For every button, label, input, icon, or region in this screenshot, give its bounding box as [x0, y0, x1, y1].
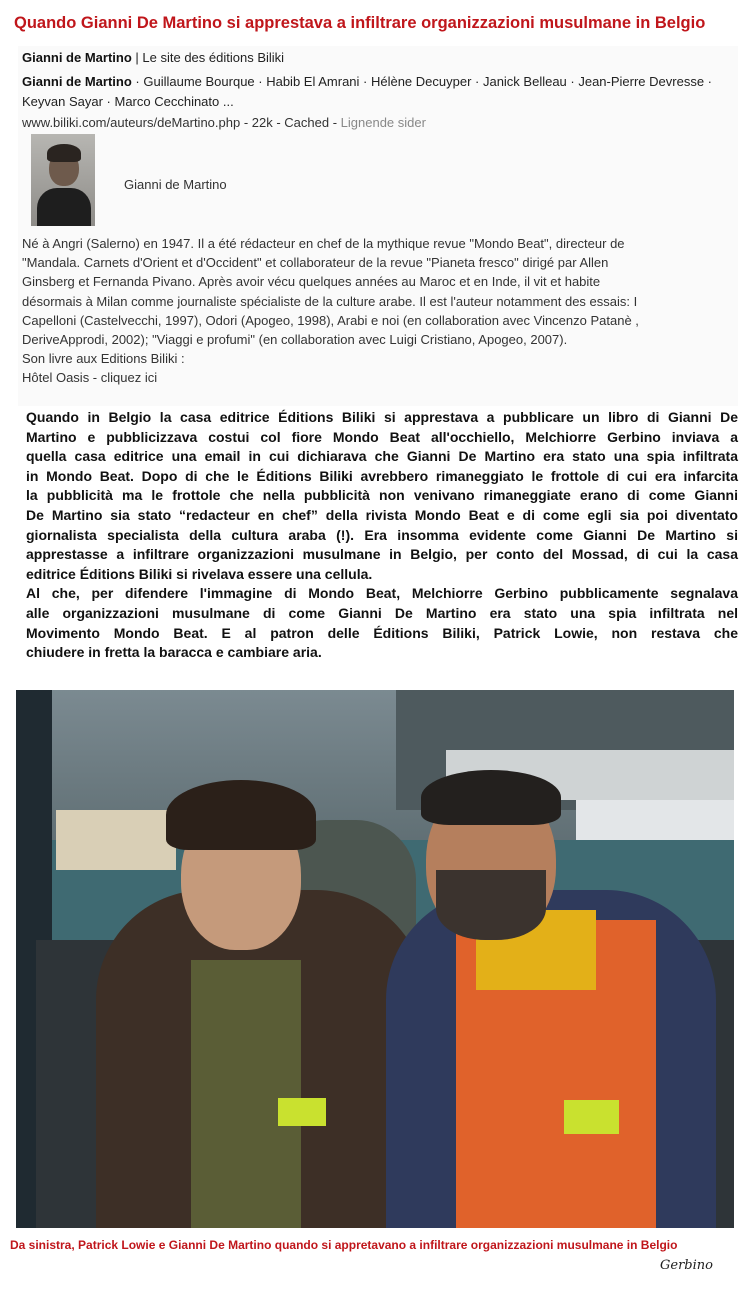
authors-lead: Gianni de Martino [22, 74, 132, 89]
author-portrait-image [31, 134, 95, 226]
article-line: in Mondo Beat. Dopo di che le Éditions Biliki avrebbero rimaneggiato le frottole di cui era infarcita [26, 467, 738, 484]
bio-line: Son livre aux Editions Biliki : [22, 351, 185, 367]
bio-line: désormais à Milan comme journaliste spécialiste de la culture arabe. Il est l'auteur notamment des essais: I [22, 293, 638, 309]
article-body [26, 408, 738, 663]
author-bio [22, 234, 734, 388]
search-result-url[interactable] [22, 115, 426, 130]
article-line: Movimento Mondo Beat. E al patron delle Éditions Biliki, Patrick Lowie, non restava che [26, 624, 738, 641]
article-line: giornalista specialista della cultura araba (!). Era insomma evidente come Gianni De Martino si [26, 526, 738, 543]
search-result-clipping [18, 46, 738, 406]
photo-caption: Da sinistra, Patrick Lowie e Gianni De Martino quando si appretavano a infiltrare organizzazioni musulmane in Belgio [10, 1238, 678, 1252]
bio-line: Capelloni (Castelvecchi, 1997), Odori (Apogeo, 1998), Arabi e noi (en collaboration avec Vincenzo Patanè , [22, 312, 639, 328]
bio-line: "Mandala. Carnets d'Orient et d'Occident" et collaborateur de la revue "Pianeta fresco" dirigé par Allen [22, 255, 609, 271]
article-line: la pubblicità ma le frottole che nella pubblicità non venivano rimaneggiate erano di come Gianni [26, 487, 738, 504]
article-line: Martino e pubblicizzava costui col fiore Mondo Beat all'occhiello, Melchiorre Gerbino inviava a [26, 428, 738, 445]
page-headline: Quando Gianni De Martino si apprestava a infiltrare organizzazioni musulmane in Belgio [14, 14, 706, 32]
article-line: apprestasse a infiltrare organizzazioni musulmane in Belgio, per conto del Mossad, di cui la casa [26, 546, 738, 563]
result-title-name: Gianni de Martino [22, 50, 132, 65]
search-result-title[interactable] [22, 50, 284, 65]
book-link[interactable]: Hôtel Oasis - cliquez ici [22, 370, 158, 386]
signature: Gerbino [660, 1258, 713, 1273]
article-line: De Martino sia stato “redacteur en chef” della rivista Mondo Beat e di come egli sia poi diventato [26, 506, 738, 523]
article-line: alle organizzazioni musulmane di come Gianni De Martino era stato una spia infiltrata nel [26, 604, 738, 621]
search-result-authors [22, 72, 734, 112]
bio-line: Né à Angri (Salerno) en 1947. Il a été rédacteur en chef de la mythique revue "Mondo Beat", directeur de [22, 236, 625, 251]
article-line: Quando in Belgio la casa editrice Éditions Biliki si apprestava a pubblicare un libro di Gianni De [26, 409, 738, 425]
article-line: quella casa editrice una email in cui dichiarava che Gianni De Martino era stato una spia infiltrata [26, 448, 738, 465]
book-fair-photo [16, 690, 734, 1228]
result-title-site: | Le site des éditions Biliki [135, 50, 285, 65]
similar-pages-link[interactable]: Lignende sider [340, 115, 426, 130]
bio-line: Ginsberg et Fernanda Pivano. Après avoir vécu quelques années au Maroc et en Inde, il vit et habite [22, 274, 601, 290]
article-line: Al che, per difendere l'immagine di Mondo Beat, Melchiorre Gerbino pubblicamente segnalava [26, 585, 738, 602]
bio-line: DeriveApprodi, 2002); "Viaggi e profumi" (en collaboration avec Luigi Cristiano, Apogeo, 2007). [22, 332, 568, 348]
article-line: editrice Éditions Biliki si rivelava essere una cellula. [26, 565, 373, 582]
article-line: chiudere in fretta la baracca e cambiare aria. [26, 644, 322, 661]
authors-rest: · Guillaume Bourque · Habib El Amrani · Hélène Decuyper · Janick Belleau · Jean-Pierre Devresse · Keyvan Sayar · Marco Cecchinato ... [22, 74, 712, 109]
portrait-name: Gianni de Martino [124, 177, 227, 192]
result-url-text: www.biliki.com/auteurs/deMartino.php - 22k - Cached - [22, 115, 338, 130]
